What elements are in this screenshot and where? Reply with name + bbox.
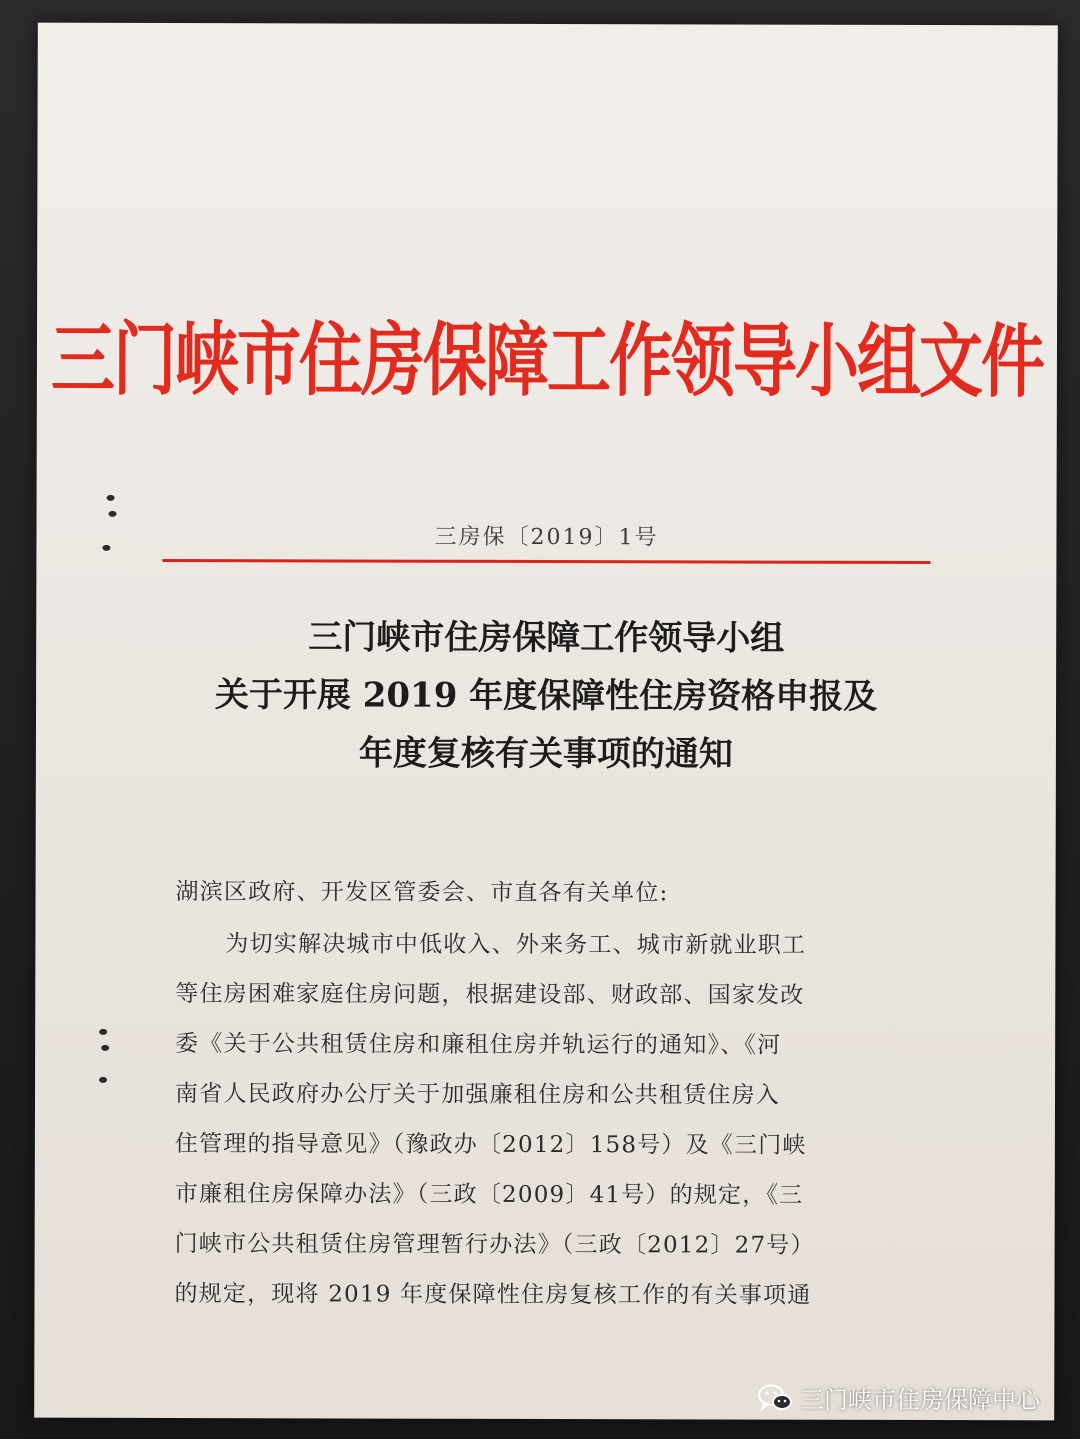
wechat-watermark xyxy=(758,1380,1040,1415)
wechat-icon xyxy=(758,1384,792,1412)
body-line-5: 住管理的指导意见》（豫政办〔2012〕158号）及《三门峡 xyxy=(174,1131,807,1159)
body-line-7: 门峡市公共租赁住房管理暂行办法》（三政〔2012〕27号） xyxy=(174,1231,815,1259)
notice-title-line-3: 年度复核有关事项的通知 xyxy=(358,733,733,775)
body-line-4: 南省人民政府办公厅关于加强廉租住房和公共租赁住房入 xyxy=(174,1081,781,1109)
punch-hole-4 xyxy=(99,1029,107,1035)
document-header-title: 三门峡市住房保障工作领导小组文件 xyxy=(50,313,1044,410)
punch-hole-5 xyxy=(101,1045,109,1051)
punch-hole-1 xyxy=(107,495,115,501)
notice-title-line-1: 三门峡市住房保障工作领导小组 xyxy=(308,617,785,659)
body-line-6: 市廉租住房保障办法》（三政〔2009〕41号）的规定，《三 xyxy=(174,1181,804,1209)
body-line-3: 委《关于公共租赁住房和廉租住房并轨运行的通知》、《河 xyxy=(175,1031,782,1059)
header-divider xyxy=(162,559,930,564)
body-line-2: 等住房困难家庭住房问题，根据建设部、财政部、国家发改 xyxy=(175,981,805,1009)
notice-title-line-2: 关于开展 2019 年度保障性住房资格申报及 xyxy=(214,675,878,717)
body-line-8: 的规定，现将 2019 年度保障性住房复核工作的有关事项通 xyxy=(174,1281,812,1309)
addressee-line: 湖滨区政府、开发区管委会、市直各有关单位: xyxy=(175,879,669,907)
punch-hole-2 xyxy=(109,511,117,517)
watermark-text: 三门峡市住房保障中心 xyxy=(800,1386,1040,1414)
document-page xyxy=(34,23,1058,1421)
body-line-1: 为切实解决城市中低收入、外来务工、城市新就业职工 xyxy=(225,931,807,959)
punch-hole-6 xyxy=(99,1077,107,1083)
document-number: 三房保〔2019〕1号 xyxy=(434,524,659,551)
